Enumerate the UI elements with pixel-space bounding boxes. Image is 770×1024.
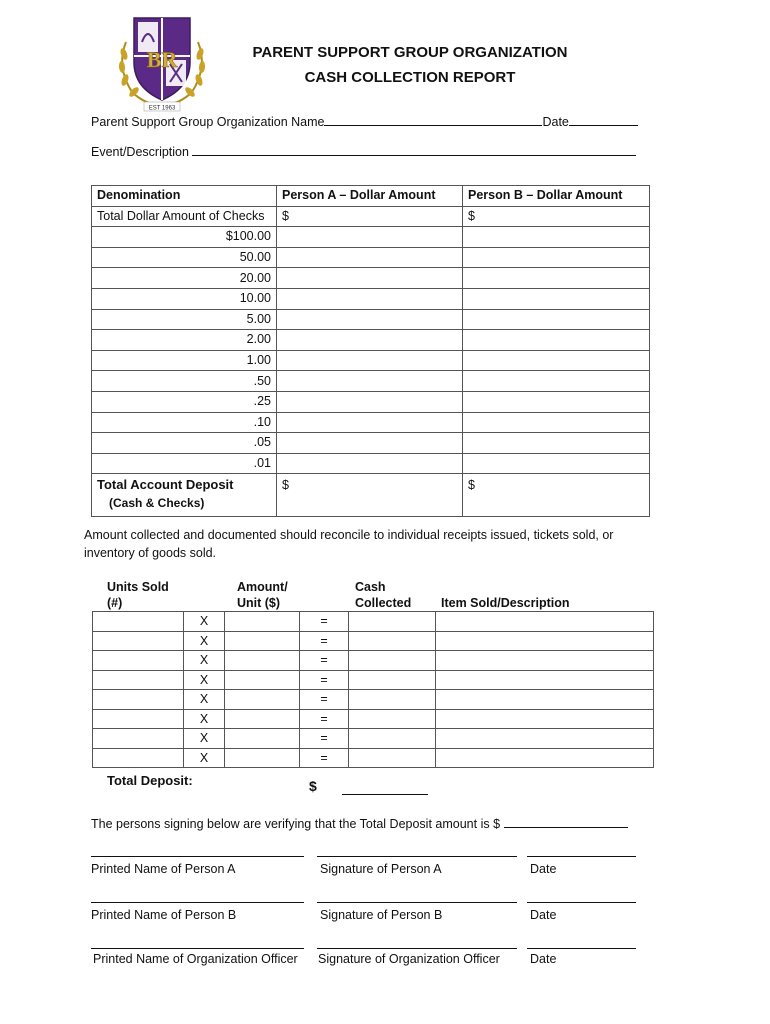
svg-text:EST 1963: EST 1963 [148, 105, 176, 112]
denomination-value: $100.00 [92, 227, 277, 248]
svg-text:BR: BR [146, 47, 178, 72]
times-symbol: X [184, 612, 225, 632]
denomination-value: .50 [92, 371, 277, 392]
person-b-cell[interactable] [463, 350, 650, 371]
person-b-cell[interactable] [463, 433, 650, 454]
total-deposit-dollar: $ [309, 778, 317, 794]
denomination-value: 2.00 [92, 330, 277, 351]
person-a-date-line[interactable] [527, 856, 636, 857]
person-b-name-line[interactable] [91, 902, 304, 903]
units-sold-cell[interactable] [93, 729, 184, 749]
school-crest-logo [112, 12, 212, 114]
officer-name-line[interactable] [91, 948, 304, 949]
denomination-value: 5.00 [92, 309, 277, 330]
equals-symbol: = [300, 670, 349, 690]
denomination-value: .05 [92, 433, 277, 454]
person-b-cell[interactable] [463, 330, 650, 351]
person-b-name-label: Printed Name of Person B [91, 908, 237, 922]
person-b-cell[interactable] [463, 412, 650, 433]
table-row [93, 709, 654, 729]
total-account-deposit-cell [92, 474, 277, 517]
amount-per-unit-cell[interactable] [225, 690, 300, 710]
person-a-cell[interactable] [277, 268, 463, 289]
person-b-signature-label: Signature of Person B [320, 908, 443, 922]
person-b-cell[interactable] [463, 247, 650, 268]
units-sold-cell[interactable] [93, 748, 184, 768]
event-description-field[interactable] [91, 143, 636, 159]
cash-collected-header: Cash Collected [355, 580, 412, 610]
event-label: Event/Description [91, 145, 189, 159]
cash-collected-cell[interactable] [349, 670, 436, 690]
table-row [93, 631, 654, 651]
units-sold-cell[interactable] [93, 631, 184, 651]
person-a-signature-label: Signature of Person A [320, 862, 442, 876]
table-header-row [92, 186, 650, 207]
equals-symbol: = [300, 612, 349, 632]
officer-signature-label: Signature of Organization Officer [318, 952, 500, 966]
table-row [92, 247, 650, 268]
person-a-cell[interactable] [277, 350, 463, 371]
equals-symbol: = [300, 651, 349, 671]
units-sold-cell[interactable] [93, 709, 184, 729]
report-title-line1: PARENT SUPPORT GROUP ORGANIZATION [252, 44, 568, 61]
denomination-table [91, 185, 650, 517]
item-sold-header: Item Sold/Description [441, 596, 570, 610]
officer-date-label: Date [530, 952, 557, 966]
person-a-cell[interactable] [277, 227, 463, 248]
person-b-cell[interactable] [463, 371, 650, 392]
person-a-date-label: Date [530, 862, 557, 876]
equals-symbol: = [300, 631, 349, 651]
table-row [92, 309, 650, 330]
item-description-cell[interactable] [436, 729, 654, 749]
person-a-checks-cell[interactable]: $ [277, 206, 463, 227]
cash-collected-cell[interactable] [349, 709, 436, 729]
cash-collected-cell[interactable] [349, 612, 436, 632]
verification-statement: The persons signing below are verifying that the Total Deposit amount is $ [91, 815, 628, 831]
person-b-cell[interactable] [463, 309, 650, 330]
item-description-cell[interactable] [436, 670, 654, 690]
officer-date-line[interactable] [527, 948, 636, 949]
table-row [93, 612, 654, 632]
person-a-name-line[interactable] [91, 856, 304, 857]
checks-label: Total Dollar Amount of Checks [92, 206, 277, 227]
denomination-value: .25 [92, 391, 277, 412]
header-person-b: Person B – Dollar Amount [463, 186, 650, 207]
person-a-cell[interactable] [277, 371, 463, 392]
table-row [92, 391, 650, 412]
cash-collected-cell[interactable] [349, 651, 436, 671]
total-deposit-line[interactable] [342, 794, 428, 795]
cash-collected-cell[interactable] [349, 690, 436, 710]
item-description-cell[interactable] [436, 709, 654, 729]
person-a-total-cell[interactable]: $ [277, 474, 463, 517]
item-description-cell[interactable] [436, 612, 654, 632]
person-a-cell[interactable] [277, 412, 463, 433]
item-description-cell[interactable] [436, 690, 654, 710]
amount-per-unit-cell[interactable] [225, 748, 300, 768]
person-b-total-cell[interactable]: $ [463, 474, 650, 517]
total-deposit-label: Total Deposit: [107, 773, 193, 788]
table-row [92, 288, 650, 309]
person-a-cell[interactable] [277, 330, 463, 351]
amount-per-unit-cell[interactable] [225, 670, 300, 690]
equals-symbol: = [300, 729, 349, 749]
person-a-cell[interactable] [277, 288, 463, 309]
cash-collected-cell[interactable] [349, 631, 436, 651]
person-a-cell[interactable] [277, 309, 463, 330]
verified-amount-line[interactable] [504, 815, 628, 828]
denomination-value: 20.00 [92, 268, 277, 289]
person-b-cell[interactable] [463, 268, 650, 289]
table-row [93, 748, 654, 768]
equals-symbol: = [300, 748, 349, 768]
times-symbol: X [184, 670, 225, 690]
header-person-a: Person A – Dollar Amount [277, 186, 463, 207]
person-b-checks-cell[interactable]: $ [463, 206, 650, 227]
times-symbol: X [184, 709, 225, 729]
times-symbol: X [184, 729, 225, 749]
person-a-cell[interactable] [277, 391, 463, 412]
table-row [93, 729, 654, 749]
table-row [93, 690, 654, 710]
person-a-cell[interactable] [277, 247, 463, 268]
reconcile-note: Amount collected and documented should reconcile to individual receipts issued, tickets sold, or inventory of goods sold. [84, 528, 614, 560]
table-row [92, 206, 650, 227]
amount-per-unit-cell[interactable] [225, 729, 300, 749]
person-b-signature-line[interactable] [317, 902, 517, 903]
amount-per-unit-cell[interactable] [225, 651, 300, 671]
equals-symbol: = [300, 709, 349, 729]
times-symbol: X [184, 690, 225, 710]
units-sold-header: Units Sold (#) [107, 580, 169, 610]
person-a-cell[interactable] [277, 433, 463, 454]
item-description-cell[interactable] [436, 651, 654, 671]
units-sold-cell[interactable] [93, 670, 184, 690]
report-title-line2: CASH COLLECTION REPORT [304, 69, 516, 86]
table-row [92, 433, 650, 454]
header-denomination: Denomination [92, 186, 277, 207]
org-name-field[interactable] [91, 113, 638, 129]
officer-signature-line[interactable] [317, 948, 517, 949]
person-b-date-line[interactable] [527, 902, 636, 903]
item-description-cell[interactable] [436, 748, 654, 768]
person-b-date-label: Date [530, 908, 557, 922]
equals-symbol: = [300, 690, 349, 710]
total-deposit-row [92, 474, 650, 517]
org-name-label: Parent Support Group Organization Name [91, 115, 325, 129]
person-a-cell[interactable] [277, 453, 463, 474]
units-sold-table [92, 611, 654, 768]
times-symbol: X [184, 651, 225, 671]
officer-name-label: Printed Name of Organization Officer [93, 952, 298, 966]
total-account-deposit-sublabel: (Cash & Checks) [109, 496, 205, 511]
denomination-value: 10.00 [92, 288, 277, 309]
denomination-value: .10 [92, 412, 277, 433]
times-symbol: X [184, 631, 225, 651]
table-row [93, 651, 654, 671]
units-sold-cell[interactable] [93, 651, 184, 671]
person-b-cell[interactable] [463, 453, 650, 474]
amount-per-unit-cell[interactable] [225, 631, 300, 651]
amount-per-unit-cell[interactable] [225, 612, 300, 632]
amount-unit-header: Amount/ Unit ($) [237, 580, 288, 610]
denomination-value: .01 [92, 453, 277, 474]
cash-collected-cell[interactable] [349, 748, 436, 768]
table-row [92, 453, 650, 474]
denomination-value: 1.00 [92, 350, 277, 371]
units-sold-cell[interactable] [93, 612, 184, 632]
times-symbol: X [184, 748, 225, 768]
units-sold-cell[interactable] [93, 690, 184, 710]
denomination-value: 50.00 [92, 247, 277, 268]
total-account-deposit-label: Total Account Deposit [97, 477, 234, 493]
person-b-cell[interactable] [463, 391, 650, 412]
item-description-cell[interactable] [436, 631, 654, 651]
person-a-signature-line[interactable] [317, 856, 517, 857]
person-b-cell[interactable] [463, 288, 650, 309]
table-row [92, 371, 650, 392]
table-row [92, 330, 650, 351]
table-row [92, 350, 650, 371]
cash-collected-cell[interactable] [349, 729, 436, 749]
amount-per-unit-cell[interactable] [225, 709, 300, 729]
table-row [92, 412, 650, 433]
date-label: Date [542, 115, 569, 129]
person-a-name-label: Printed Name of Person A [91, 862, 236, 876]
table-row [92, 227, 650, 248]
person-b-cell[interactable] [463, 227, 650, 248]
table-row [93, 670, 654, 690]
table-row [92, 268, 650, 289]
